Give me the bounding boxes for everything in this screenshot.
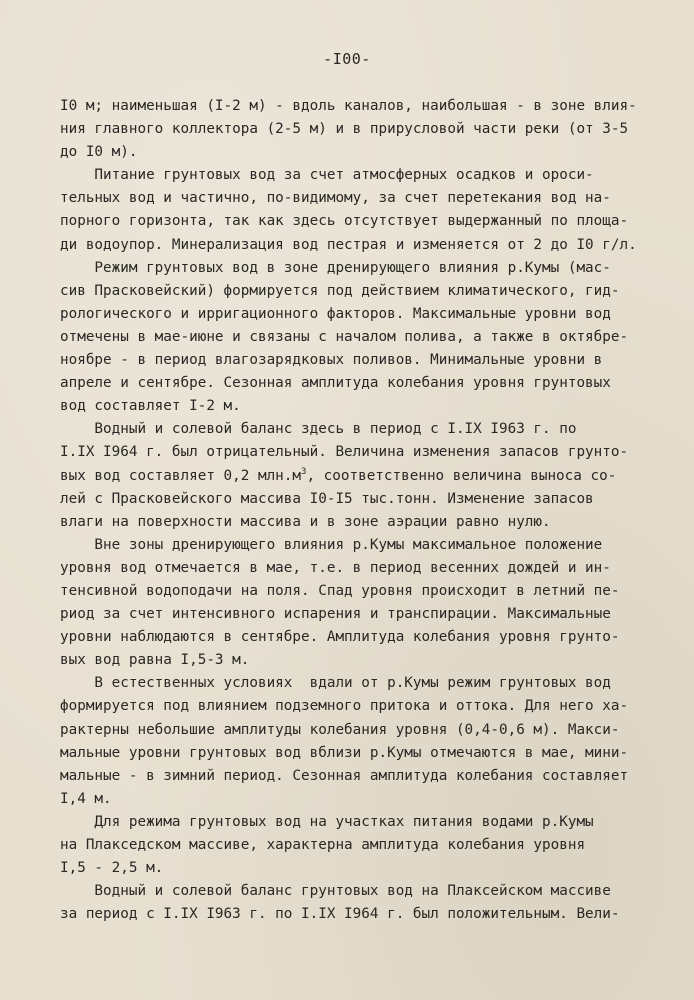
text-line: формируется под влиянием подземного притока и оттока. Для него ха- <box>60 698 629 715</box>
text-line: уровни наблюдаются в сентябре. Амплитуда колебания уровня грунто- <box>60 629 620 646</box>
text-line: отмечены в мае-июне и связаны с началом полива, а также в октябре- <box>60 328 629 345</box>
text-line: мальные уровни грунтовых вод вблизи р.Кумы отмечаются в мае, мини- <box>60 744 629 761</box>
text-line: сив Прасковейский) формируется под действием климатического, гид- <box>60 282 620 299</box>
text-line: апреле и сентябре. Сезонная амплитуда колебания уровня грунтовых <box>60 375 611 392</box>
text-line: I0 м; наименьшая (I-2 м) - вдоль каналов, наибольшая - в зоне влия- <box>60 98 637 114</box>
text-line: вых вод равна I,5-3 м. <box>60 652 250 669</box>
text-line: I,4 м. <box>60 790 112 807</box>
text-line: на Плакседском массиве, характерна амплитуда колебания уровня <box>60 837 586 853</box>
text-line: Вне зоны дренирующего влияния р.Кумы максимальное положение <box>60 536 603 553</box>
text-line: уровня вод отмечается в мае, т.е. в период весенних дождей и ин- <box>60 559 611 576</box>
text-line: рактерны небольшие амплитуды колебания уровня (0,4-0,6 м). Макси- <box>60 721 620 738</box>
text-line: влаги на поверхности массива и в зоне аэрации равно нулю. <box>60 513 551 530</box>
text-line: риод за счет интенсивного испарения и транспирации. Максимальные <box>60 606 611 623</box>
text-line: ди водоупор. Минерализация вод пестрая и изменяется от 2 до I0 г/л. <box>60 236 637 253</box>
body-text <box>60 95 672 926</box>
text-line: Питание грунтовых вод за счет атмосферных осадков и ороси- <box>60 167 594 184</box>
text-line: лей с Прасковейского массива I0-I5 тыс.тонн. Изменение запасов <box>60 490 594 507</box>
text-line: рологического и ирригационного факторов. Максимальные уровни вод <box>60 305 611 322</box>
text-line: ния главного коллектора (2-5 м) и в прирусловой части реки (от 3-5 <box>60 121 629 138</box>
text-line: за период с I.IX I963 г. по I.IX I964 г. был положительным. Вели- <box>60 906 620 923</box>
text-line: Водный и солевой баланс грунтовых вод на Плаксейском массиве <box>60 883 611 900</box>
page-number: -I00- <box>323 50 371 68</box>
text-line: мальные - в зимний период. Сезонная амплитуда колебания составляет <box>60 767 629 784</box>
text-line: тенсивной водоподачи на поля. Спад уровня происходит в летний пе- <box>60 582 620 599</box>
text-line-with-superscript <box>60 465 672 488</box>
text-line: Водный и солевой баланс здесь в период с I.IX I963 г. по <box>60 421 577 438</box>
superscript: 3 <box>301 466 307 477</box>
text-line: тельных вод и частично, по-видимому, за счет перетекания вод на- <box>60 190 611 207</box>
text-line: I,5 - 2,5 м. <box>60 860 164 877</box>
text-line: порного горизонта, так как здесь отсутствует выдержанный по площа- <box>60 213 629 230</box>
text-segment: , соответственно величина выноса со- <box>306 467 617 484</box>
text-line: I.IX I964 г. был отрицательный. Величина изменения запасов грунто- <box>60 444 629 461</box>
text-segment: вых вод составляет 0,2 млн.м <box>60 467 302 484</box>
text-line: Для режима грунтовых вод на участках питания водами р.Кумы <box>60 813 594 830</box>
text-line: Режим грунтовых вод в зоне дренирующего влияния р.Кумы (мас- <box>60 259 611 276</box>
text-line: ноябре - в период влагозарядковых поливов. Минимальные уровни в <box>60 352 603 369</box>
text-line: В естественных условиях вдали от р.Кумы режим грунтовых вод <box>60 675 611 692</box>
text-line: вод составляет I-2 м. <box>60 398 241 415</box>
text-line: до I0 м). <box>60 144 138 161</box>
